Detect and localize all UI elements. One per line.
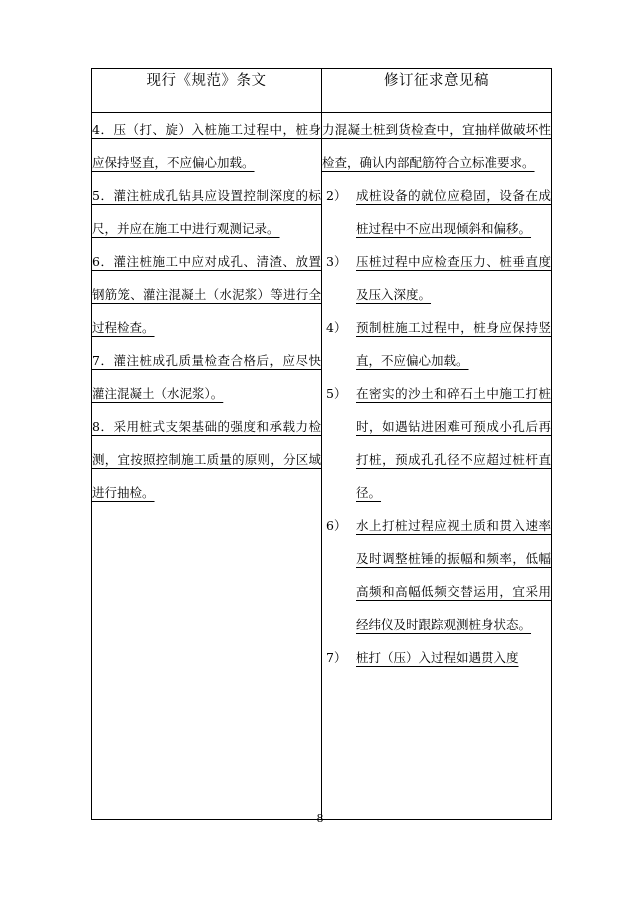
list-item [322, 311, 551, 377]
list-marker: 5） [326, 386, 347, 401]
list-marker: 4） [326, 320, 347, 335]
table-content-row [92, 113, 552, 820]
list-marker: 2） [326, 188, 347, 203]
cell-revision-draft [322, 113, 552, 820]
page-number: 8 [316, 812, 324, 825]
clause-paragraph: 5．灌注桩成孔钻具应设置控制深度的标尺，并应在施工中进行观测记录。 [92, 188, 321, 236]
clause-paragraph: 7．灌注桩成孔质量检查合格后，应尽快灌注混凝土（水泥浆）。 [92, 353, 321, 401]
list-item-text: 桩打（压）入过程如遇贯入度 [356, 650, 519, 665]
list-item [322, 245, 551, 311]
list-marker: 6） [326, 518, 347, 533]
column-header-revision-draft: 修订征求意见稿 [322, 69, 552, 113]
list-marker: 7） [326, 650, 347, 665]
clause-paragraph: 6．灌注桩施工中应对成孔、清渣、放置钢筋笼、灌注混凝土（水泥浆）等进行全过程检查。 [92, 254, 321, 335]
numbered-list [322, 179, 551, 674]
list-item-text: 压桩过程中应检查压力、桩垂直度及压入深度。 [356, 254, 551, 302]
clause-paragraph: 4．压（打、旋）入桩施工过程中，桩身应保持竖直，不应偏心加载。 [92, 122, 321, 170]
table-header-row [92, 69, 552, 113]
comparison-table [91, 68, 552, 820]
column-header-current-code: 现行《规范》条文 [92, 69, 322, 113]
cell-current-code [92, 113, 322, 820]
list-item [322, 509, 551, 641]
list-item [322, 179, 551, 245]
list-item-text: 成桩设备的就位应稳固，设备在成桩过程中不应出现倾斜和偏移。 [356, 188, 551, 236]
list-item-text: 预制桩施工过程中，桩身应保持竖直，不应偏心加载。 [356, 320, 551, 368]
list-marker: 3） [326, 254, 347, 269]
list-item [322, 641, 551, 674]
list-item-text: 在密实的沙土和碎石土中施工打桩时，如遇钻进困难可预成小孔后再打桩，预成孔孔径不应超过桩杆直径。 [356, 386, 551, 500]
clause-paragraph: 8．采用桩式支架基础的强度和承载力检测，宜按照控制施工质量的原则，分区域进行抽检。 [92, 419, 321, 500]
list-item [322, 377, 551, 509]
continuation-paragraph: 力混凝土桩到货检查中，宜抽样做破坏性检查，确认内部配筋符合立标准要求。 [322, 122, 551, 170]
list-item-text: 水上打桩过程应视土质和贯入速率及时调整桩锤的振幅和频率，低幅高频和高幅低频交替运用，宜采用经纬仪及时跟踪观测桩身状态。 [356, 518, 551, 632]
